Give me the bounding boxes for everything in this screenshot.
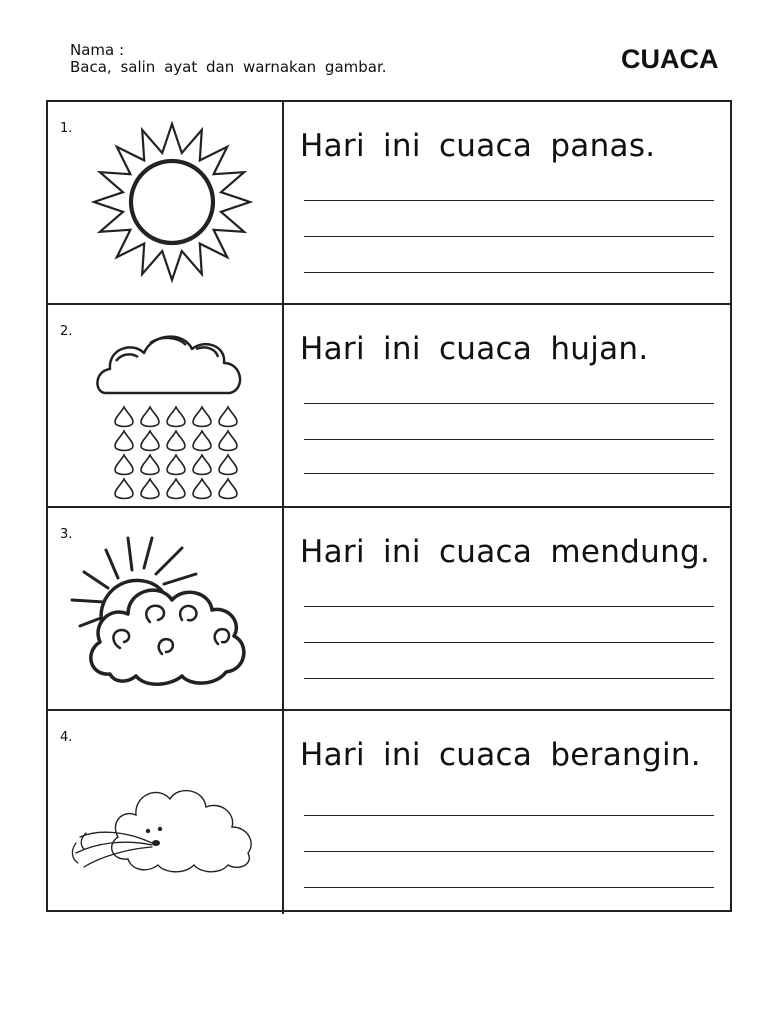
raindrop-icon — [219, 407, 237, 427]
worksheet-row-1 — [48, 102, 730, 305]
raindrop-icon — [141, 407, 159, 427]
raindrop-icon — [193, 407, 211, 427]
row-number: 4. — [60, 730, 73, 745]
raindrop-icon — [115, 431, 133, 451]
picture-cell — [48, 305, 284, 506]
rain-cloud-icon — [66, 313, 266, 503]
raindrop-icon — [193, 431, 211, 451]
raindrop-icon — [141, 431, 159, 451]
raindrop-icon — [141, 479, 159, 499]
picture-cell — [48, 102, 284, 303]
raindrop-icon — [167, 431, 185, 451]
cloudy-sun-icon — [66, 516, 266, 701]
windy-cloud-icon — [66, 719, 276, 904]
row-number: 3. — [60, 527, 73, 542]
raindrop-icon — [219, 431, 237, 451]
row-number: 2. — [60, 324, 73, 339]
raindrop-icon — [115, 479, 133, 499]
sentence-text: Hari ini cuaca berangin. — [300, 737, 701, 773]
picture-cell — [48, 508, 284, 709]
sentence-text: Hari ini cuaca mendung. — [300, 534, 711, 570]
worksheet-row-4 — [48, 711, 730, 914]
raindrop-icon — [115, 407, 133, 427]
writing-line — [304, 678, 714, 679]
sentence-text: Hari ini cuaca hujan. — [300, 331, 649, 367]
worksheet-row-3 — [48, 508, 730, 711]
raindrop-icon — [167, 479, 185, 499]
writing-line — [304, 642, 714, 643]
writing-line — [304, 403, 714, 404]
writing-line — [304, 851, 714, 852]
writing-line — [304, 887, 714, 888]
writing-line — [304, 473, 714, 474]
raindrop-icon — [167, 407, 185, 427]
row-number: 1. — [60, 121, 73, 136]
instruction-text: Baca, salin ayat dan warnakan gambar. — [70, 58, 387, 76]
worksheet-title: CUACA — [621, 44, 719, 74]
raindrop-icon — [193, 455, 211, 475]
raindrop-icon — [167, 455, 185, 475]
name-label: Nama : — [70, 41, 125, 59]
worksheet-table — [46, 100, 732, 912]
sun-icon — [66, 110, 266, 295]
raindrop-icon — [193, 479, 211, 499]
writing-line — [304, 236, 714, 237]
raindrop-icon — [115, 455, 133, 475]
writing-line — [304, 200, 714, 201]
raindrop-icon — [219, 479, 237, 499]
worksheet-row-2 — [48, 305, 730, 508]
picture-cell — [48, 711, 284, 914]
raindrop-icon — [141, 455, 159, 475]
writing-line — [304, 439, 714, 440]
raindrop-icon — [219, 455, 237, 475]
writing-line — [304, 815, 714, 816]
sentence-text: Hari ini cuaca panas. — [300, 128, 656, 164]
writing-line — [304, 272, 714, 273]
writing-line — [304, 606, 714, 607]
